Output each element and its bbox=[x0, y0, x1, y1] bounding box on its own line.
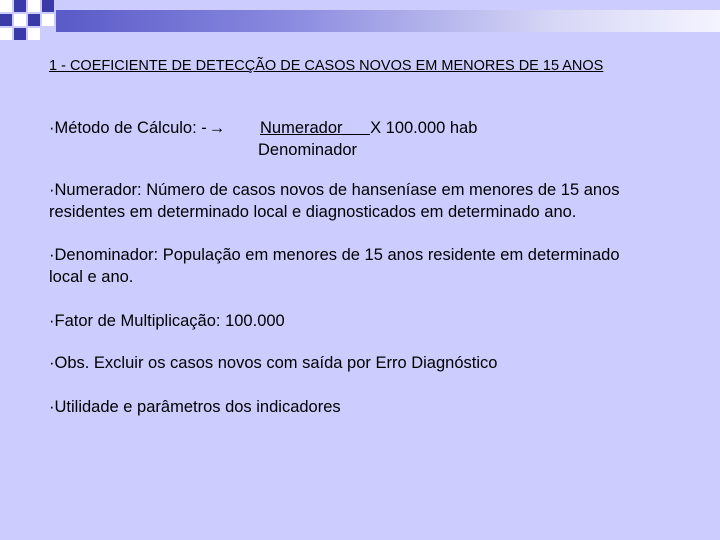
bullet-utility: ·Utilidade e parâmetros dos indicadores bbox=[49, 398, 341, 416]
header-gradient-bar bbox=[56, 10, 720, 32]
bullet-dot: · bbox=[49, 354, 55, 372]
bullet-dot: · bbox=[49, 119, 55, 137]
deco-square bbox=[28, 0, 40, 12]
deco-square bbox=[28, 28, 40, 40]
bullet-dot: · bbox=[49, 312, 55, 330]
bullet-observation: ·Obs. Excluir os casos novos com saída por Erro Diagnóstico bbox=[49, 354, 498, 372]
formula-denominator: Denominador bbox=[258, 141, 358, 159]
formula-numerator: Numerador bbox=[260, 119, 343, 137]
deco-square bbox=[14, 0, 26, 12]
page-title: 1 - COEFICIENTE DE DETECÇÃO DE CASOS NOVOS EM MENORES DE 15 ANOS bbox=[49, 58, 604, 74]
bullet-dot: · bbox=[49, 246, 55, 264]
deco-square bbox=[42, 0, 54, 12]
bullet-multiplication-factor: ·Fator de Multiplicação: 100.000 bbox=[49, 312, 285, 330]
deco-square bbox=[0, 14, 12, 26]
bullet-dot: · bbox=[49, 181, 55, 199]
bullet-dot: · bbox=[49, 398, 55, 416]
bullet-numerator: ·Numerador: Número de casos novos de hanseníase em menores de 15 anos residentes em determinado local e diagnosticados em determinado ano. bbox=[49, 181, 620, 221]
header-decoration bbox=[0, 0, 720, 48]
method-label: Método de Cálculo: - bbox=[54, 119, 207, 137]
bullet-denominator: ·Denominador: População em menores de 15 anos residente em determinado local e ano. bbox=[49, 246, 620, 286]
deco-square bbox=[42, 14, 54, 26]
deco-square bbox=[0, 0, 12, 12]
deco-square bbox=[14, 28, 26, 40]
formula-numerator-line bbox=[260, 117, 477, 139]
formula-multiplier: X 100.000 hab bbox=[370, 119, 478, 137]
deco-square bbox=[14, 14, 26, 26]
deco-square bbox=[28, 14, 40, 26]
calculation-method bbox=[49, 117, 478, 159]
deco-square bbox=[0, 28, 12, 40]
arrow-right-icon: → bbox=[208, 119, 226, 137]
